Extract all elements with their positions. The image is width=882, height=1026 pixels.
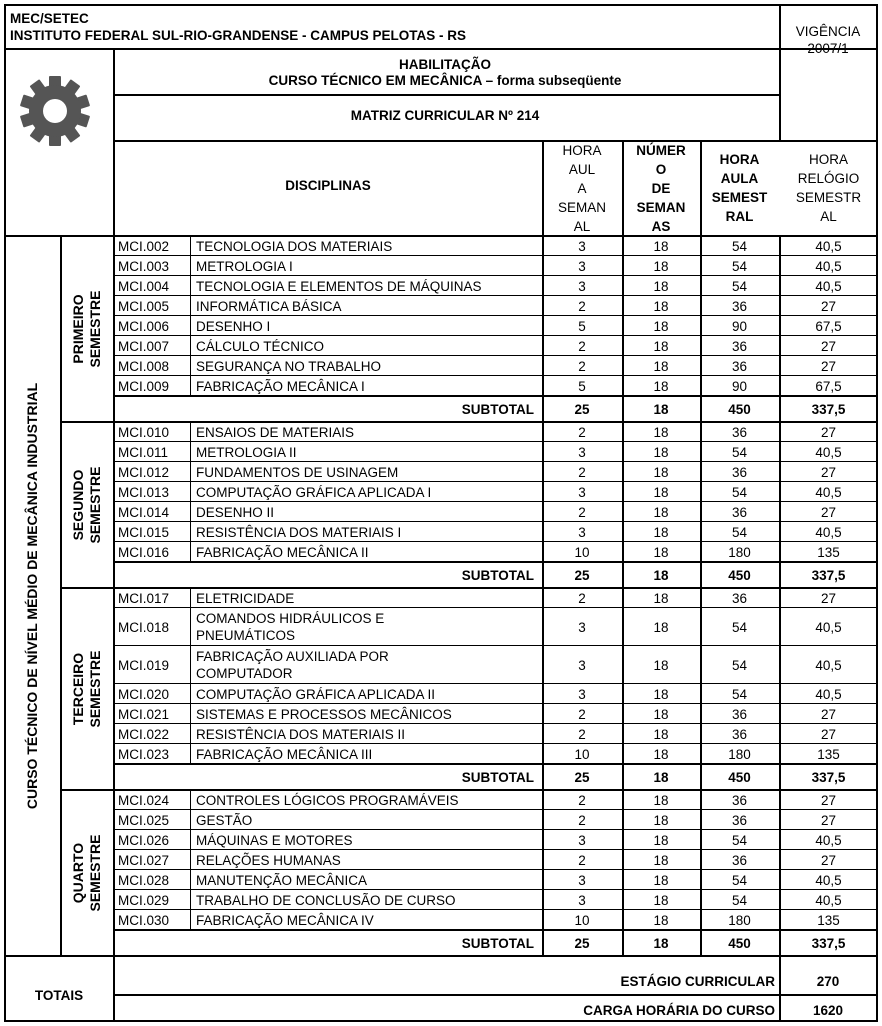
course-code: MCI.015: [118, 524, 170, 540]
rule-line: [113, 94, 779, 96]
rule-line: [113, 255, 878, 256]
cell-has: 10: [574, 912, 590, 928]
cell-hs: 180: [728, 746, 751, 762]
cell-ns: 18: [653, 686, 669, 702]
cell-hr: 27: [820, 706, 837, 722]
discipline-name: ELETRICIDADE: [196, 590, 295, 606]
subtotal-ns: 18: [653, 769, 669, 785]
course-title: CURSO TÉCNICO EM MECÂNICA – forma subseqüente: [268, 73, 622, 88]
cell-hr: 27: [820, 590, 837, 606]
col-header-line: AULA: [720, 171, 759, 186]
col-header-line: SEMESTR: [795, 190, 862, 205]
subtotal-hr: 337,5: [811, 567, 846, 583]
discipline-name: MÁQUINAS E MOTORES: [196, 832, 353, 848]
cell-ns: 18: [653, 619, 669, 635]
discipline-name: SISTEMAS E PROCESSOS MECÂNICOS: [196, 706, 452, 722]
discipline-name: SEGURANÇA NO TRABALHO: [196, 358, 382, 374]
cell-ns: 18: [653, 792, 669, 808]
course-code: MCI.022: [118, 726, 170, 742]
cell-hr: 27: [820, 852, 837, 868]
cell-ns: 18: [653, 258, 669, 274]
rule-line: [622, 422, 624, 588]
rule-line: [113, 441, 878, 442]
cell-ns: 18: [653, 746, 669, 762]
semester-label: SEMESTRE: [86, 650, 103, 728]
subtotal-label: SUBTOTAL: [461, 769, 534, 785]
rule-line: [779, 236, 781, 422]
rule-line: [542, 790, 544, 956]
discipline-name: RESISTÊNCIA DOS MATERIAIS I: [196, 524, 402, 540]
rule-line: [190, 790, 191, 930]
cell-has: 3: [578, 524, 586, 540]
cell-hr: 40,5: [815, 832, 842, 848]
cell-hr: 135: [817, 544, 840, 560]
rule-line: [700, 588, 702, 790]
rule-line: [113, 829, 878, 830]
rule-line: [60, 587, 878, 589]
rule-line: [113, 521, 878, 522]
cell-has: 3: [578, 278, 586, 294]
rule-line: [113, 849, 878, 850]
discipline-name: METROLOGIA I: [196, 258, 293, 274]
matriz-title: MATRIZ CURRICULAR Nº 214: [350, 108, 540, 123]
semester-label: SEGUNDO: [69, 469, 86, 541]
cell-ns: 18: [653, 298, 669, 314]
discipline-name: CONTROLES LÓGICOS PROGRAMÁVEIS: [196, 792, 459, 808]
rule-line: [113, 683, 878, 684]
cell-ns: 18: [653, 832, 669, 848]
cell-hs: 54: [731, 238, 748, 254]
rule-line: [113, 929, 878, 931]
vigencia-value: 2007/1: [807, 41, 849, 56]
cell-hs: 54: [731, 619, 748, 635]
discipline-name: INFORMÁTICA BÁSICA: [196, 298, 342, 314]
cell-hs: 54: [731, 892, 748, 908]
course-code: MCI.013: [118, 484, 170, 500]
subtotal-hs: 450: [728, 769, 751, 785]
cell-has: 3: [578, 484, 586, 500]
discipline-name: MANUTENÇÃO MECÂNICA: [196, 872, 368, 888]
cell-hr: 40,5: [815, 484, 842, 500]
cell-has: 3: [578, 872, 586, 888]
course-code: MCI.012: [118, 464, 170, 480]
cell-hs: 36: [731, 852, 748, 868]
discipline-name: COMANDOS HIDRÁULICOS E: [196, 611, 385, 626]
rule-line: [113, 723, 878, 724]
cell-has: 3: [578, 238, 586, 254]
cell-hr: 27: [820, 358, 837, 374]
discipline-name: FABRICAÇÃO MECÂNICA I: [196, 378, 365, 394]
subtotal-has: 25: [574, 769, 590, 785]
cell-has: 2: [578, 792, 586, 808]
rule-line: [113, 909, 878, 910]
rule-line: [542, 422, 544, 588]
subtotal-label: SUBTOTAL: [461, 401, 534, 417]
cell-has: 3: [578, 258, 586, 274]
course-code: MCI.017: [118, 590, 170, 606]
col-header-line: HORA: [562, 142, 602, 158]
discipline-name: CÁLCULO TÉCNICO: [196, 338, 325, 354]
cell-has: 3: [578, 686, 586, 702]
rule-line: [113, 375, 878, 376]
cell-hr: 27: [820, 338, 837, 354]
cell-has: 3: [578, 892, 586, 908]
col-header-line: SEMEST: [711, 190, 768, 205]
cell-hr: 27: [820, 792, 837, 808]
course-code: MCI.030: [118, 912, 170, 928]
cell-hs: 54: [731, 524, 748, 540]
cell-ns: 18: [653, 278, 669, 294]
rule-line: [700, 236, 702, 422]
rule-line: [622, 236, 624, 422]
cell-hs: 54: [731, 484, 748, 500]
col-header-line: NÚMER: [636, 142, 686, 158]
cell-hr: 40,5: [815, 892, 842, 908]
rule-line: [190, 588, 191, 764]
col-header-line: HORA: [808, 152, 848, 167]
cell-hr: 27: [820, 726, 837, 742]
discipline-name: ENSAIOS DE MATERIAIS: [196, 424, 355, 440]
rule-line: [113, 355, 878, 356]
course-code: MCI.027: [118, 852, 170, 868]
discipline-name: FABRICAÇÃO MECÂNICA IV: [196, 912, 374, 928]
cell-hr: 27: [820, 298, 837, 314]
rule-line: [113, 763, 878, 765]
cell-hs: 90: [731, 378, 748, 394]
carga-label: CARGA HORÁRIA DO CURSO: [583, 1003, 775, 1018]
subtotal-hr: 337,5: [811, 935, 846, 951]
cell-has: 2: [578, 812, 586, 828]
cell-has: 10: [574, 746, 590, 762]
cell-hs: 36: [731, 726, 748, 742]
discipline-name: COMPUTAÇÃO GRÁFICA APLICADA II: [196, 686, 436, 702]
semester-label: SEMESTRE: [86, 834, 103, 912]
discipline-name: RESISTÊNCIA DOS MATERIAIS II: [196, 726, 406, 742]
cell-ns: 18: [653, 912, 669, 928]
cell-ns: 18: [653, 424, 669, 440]
rule-line: [700, 422, 702, 588]
cell-hs: 54: [731, 258, 748, 274]
totals-label: TOTAIS: [34, 988, 84, 1003]
cell-hr: 40,5: [815, 278, 842, 294]
cell-has: 2: [578, 338, 586, 354]
cell-hr: 40,5: [815, 872, 842, 888]
course-code: MCI.016: [118, 544, 170, 560]
cell-hr: 27: [820, 464, 837, 480]
discipline-name: GESTÃO: [196, 812, 253, 828]
rule-line: [60, 236, 62, 956]
rule-line: [4, 48, 878, 50]
cell-ns: 18: [653, 484, 669, 500]
course-code: MCI.008: [118, 358, 170, 374]
discipline-name: TRABALHO DE CONCLUSÃO DE CURSO: [196, 892, 456, 908]
cell-hs: 36: [731, 464, 748, 480]
cell-hr: 67,5: [815, 318, 842, 334]
cell-ns: 18: [653, 812, 669, 828]
cell-hs: 180: [728, 544, 751, 560]
course-code: MCI.029: [118, 892, 170, 908]
cell-ns: 18: [653, 358, 669, 374]
col-header-line: AUL: [568, 161, 596, 177]
rule-line: [113, 395, 878, 397]
cell-ns: 18: [653, 590, 669, 606]
discipline-name: DESENHO I: [196, 318, 271, 334]
course-side-label: CURSO TÉCNICO DE NÍVEL MÉDIO DE MECÂNICA INDUSTRIAL: [24, 382, 40, 810]
semester-label: SEMESTRE: [86, 290, 103, 368]
cell-has: 2: [578, 504, 586, 520]
cell-hs: 36: [731, 812, 748, 828]
cell-ns: 18: [653, 892, 669, 908]
cell-has: 3: [578, 832, 586, 848]
rule-line: [113, 295, 878, 296]
cell-hs: 36: [731, 338, 748, 354]
subtotal-label: SUBTOTAL: [461, 567, 534, 583]
subtotal-label: SUBTOTAL: [461, 935, 534, 951]
cell-has: 2: [578, 424, 586, 440]
semester-label: SEMESTRE: [86, 466, 103, 544]
col-header-line: SEMAN: [636, 199, 686, 215]
semester-label: QUARTO: [69, 842, 86, 904]
discipline-name: COMPUTADOR: [196, 666, 293, 681]
rule-line: [113, 481, 878, 482]
cell-ns: 18: [653, 318, 669, 334]
cell-has: 2: [578, 726, 586, 742]
rule-line: [113, 561, 878, 563]
cell-hs: 90: [731, 318, 748, 334]
col-header-line: DE: [651, 180, 671, 196]
subtotal-ns: 18: [653, 935, 669, 951]
cell-hr: 40,5: [815, 686, 842, 702]
course-code: MCI.004: [118, 278, 170, 294]
habilitacao-label: HABILITAÇÃO: [399, 57, 491, 72]
rule-line: [113, 315, 878, 316]
course-code: MCI.028: [118, 872, 170, 888]
subtotal-hr: 337,5: [811, 769, 846, 785]
rule-line: [113, 743, 878, 744]
course-code: MCI.009: [118, 378, 170, 394]
rule-line: [113, 607, 878, 608]
cell-hs: 36: [731, 706, 748, 722]
estagio-value: 270: [816, 974, 840, 989]
rule-line: [113, 869, 878, 870]
rule-line: [113, 140, 878, 142]
course-code: MCI.026: [118, 832, 170, 848]
discipline-name: METROLOGIA II: [196, 444, 297, 460]
course-code: MCI.020: [118, 686, 170, 702]
cell-hr: 40,5: [815, 524, 842, 540]
rule-line: [779, 790, 781, 956]
cell-hr: 40,5: [815, 238, 842, 254]
cell-hs: 36: [731, 358, 748, 374]
rule-line: [60, 421, 878, 423]
discipline-name: DESENHO II: [196, 504, 275, 520]
subtotal-ns: 18: [653, 401, 669, 417]
rule-line: [700, 790, 702, 956]
rule-line: [779, 422, 781, 588]
course-code: MCI.024: [118, 792, 170, 808]
cell-has: 2: [578, 298, 586, 314]
rule-line: [542, 236, 544, 422]
rule-line: [113, 335, 878, 336]
course-code: MCI.014: [118, 504, 170, 520]
cell-has: 2: [578, 590, 586, 606]
cell-has: 3: [578, 657, 586, 673]
col-header-disciplinas: DISCIPLINAS: [285, 178, 371, 193]
rule-line: [113, 889, 878, 890]
cell-hs: 36: [731, 504, 748, 520]
cell-hr: 40,5: [815, 444, 842, 460]
rule-line: [113, 501, 878, 502]
rule-line: [113, 461, 878, 462]
col-header-line: A: [577, 180, 587, 196]
subtotal-has: 25: [574, 401, 590, 417]
course-code: MCI.005: [118, 298, 170, 314]
rule-line: [113, 703, 878, 704]
col-header-line: AL: [573, 218, 591, 234]
cell-hr: 27: [820, 812, 837, 828]
rule-line: [190, 236, 191, 396]
semester-label: TERCEIRO: [69, 652, 86, 726]
discipline-name: FUNDAMENTOS DE USINAGEM: [196, 464, 399, 480]
rule-line: [190, 422, 191, 562]
rule-line: [113, 275, 878, 276]
vigencia-label: VIGÊNCIA: [795, 24, 861, 39]
discipline-name: TECNOLOGIA E ELEMENTOS DE MÁQUINAS: [196, 278, 482, 294]
course-code: MCI.019: [118, 657, 170, 673]
discipline-name: COMPUTAÇÃO GRÁFICA APLICADA I: [196, 484, 432, 500]
subtotal-hs: 450: [728, 935, 751, 951]
rule-line: [113, 994, 878, 996]
estagio-label: ESTÁGIO CURRICULAR: [620, 974, 775, 989]
cell-has: 5: [578, 378, 586, 394]
course-code: MCI.003: [118, 258, 170, 274]
subtotal-hs: 450: [728, 401, 751, 417]
cell-has: 2: [578, 706, 586, 722]
cell-has: 2: [578, 358, 586, 374]
rule-line: [622, 790, 624, 956]
cell-has: 2: [578, 852, 586, 868]
cell-ns: 18: [653, 444, 669, 460]
rule-line: [542, 588, 544, 790]
rule-line: [779, 588, 781, 790]
cell-hs: 36: [731, 298, 748, 314]
course-code: MCI.021: [118, 706, 170, 722]
col-header-line: RAL: [725, 209, 754, 224]
cell-hs: 54: [731, 278, 748, 294]
cell-ns: 18: [653, 238, 669, 254]
discipline-name: TECNOLOGIA DOS MATERIAIS: [196, 238, 393, 254]
col-header-line: O: [655, 161, 667, 177]
cell-has: 2: [578, 464, 586, 480]
org-label: MEC/SETEC: [10, 11, 89, 26]
course-code: MCI.023: [118, 746, 170, 762]
cell-ns: 18: [653, 338, 669, 354]
col-header-line: RELÓGIO: [797, 171, 860, 186]
cell-hr: 67,5: [815, 378, 842, 394]
cell-hs: 36: [731, 424, 748, 440]
subtotal-has: 25: [574, 567, 590, 583]
discipline-name: PNEUMÁTICOS: [196, 628, 296, 643]
cell-ns: 18: [653, 464, 669, 480]
cell-hs: 54: [731, 686, 748, 702]
subtotal-has: 25: [574, 935, 590, 951]
cell-has: 3: [578, 444, 586, 460]
cell-hr: 27: [820, 504, 837, 520]
rule-line: [113, 541, 878, 542]
carga-value: 1620: [812, 1003, 844, 1018]
cell-ns: 18: [653, 524, 669, 540]
cell-ns: 18: [653, 504, 669, 520]
course-code: MCI.007: [118, 338, 170, 354]
discipline-name: FABRICAÇÃO MECÂNICA II: [196, 544, 369, 560]
cell-ns: 18: [653, 657, 669, 673]
col-header-line: HORA: [719, 152, 760, 167]
cell-has: 5: [578, 318, 586, 334]
cell-ns: 18: [653, 872, 669, 888]
cell-hr: 135: [817, 746, 840, 762]
discipline-name: RELAÇÕES HUMANAS: [196, 852, 341, 868]
cell-hs: 36: [731, 590, 748, 606]
course-code: MCI.006: [118, 318, 170, 334]
cell-hr: 135: [817, 912, 840, 928]
rule-line: [60, 789, 878, 791]
course-code: MCI.011: [118, 444, 169, 460]
course-code: MCI.025: [118, 812, 170, 828]
cell-ns: 18: [653, 544, 669, 560]
gear-icon: [18, 74, 92, 148]
rule-line: [113, 809, 878, 810]
cell-hr: 40,5: [815, 258, 842, 274]
cell-ns: 18: [653, 852, 669, 868]
cell-has: 10: [574, 544, 590, 560]
rule-line: [4, 235, 878, 237]
course-code: MCI.018: [118, 619, 170, 635]
cell-hs: 180: [728, 912, 751, 928]
semester-label: PRIMEIRO: [69, 294, 86, 364]
institute-title: INSTITUTO FEDERAL SUL-RIO-GRANDENSE - CAMPUS PELOTAS - RS: [10, 28, 467, 43]
cell-hs: 54: [731, 444, 748, 460]
rule-line: [622, 588, 624, 790]
rule-line: [4, 955, 878, 957]
cell-ns: 18: [653, 706, 669, 722]
subtotal-ns: 18: [653, 567, 669, 583]
cell-hs: 54: [731, 872, 748, 888]
rule-line: [113, 236, 115, 956]
cell-hr: 40,5: [815, 619, 842, 635]
cell-has: 3: [578, 619, 586, 635]
cell-hr: 27: [820, 424, 837, 440]
subtotal-hr: 337,5: [811, 401, 846, 417]
rule-line: [113, 645, 878, 646]
cell-hs: 54: [731, 832, 748, 848]
cell-ns: 18: [653, 726, 669, 742]
cell-hs: 54: [731, 657, 748, 673]
discipline-name: FABRICAÇÃO AUXILIADA POR: [196, 649, 389, 664]
col-header-line: AL: [820, 209, 837, 224]
cell-hr: 40,5: [815, 657, 842, 673]
course-code: MCI.010: [118, 424, 170, 440]
col-header-line: SEMAN: [557, 199, 606, 215]
course-code: MCI.002: [118, 238, 170, 254]
cell-ns: 18: [653, 378, 669, 394]
cell-hs: 36: [731, 792, 748, 808]
col-header-line: AS: [651, 218, 671, 234]
subtotal-hs: 450: [728, 567, 751, 583]
discipline-name: FABRICAÇÃO MECÂNICA III: [196, 746, 373, 762]
